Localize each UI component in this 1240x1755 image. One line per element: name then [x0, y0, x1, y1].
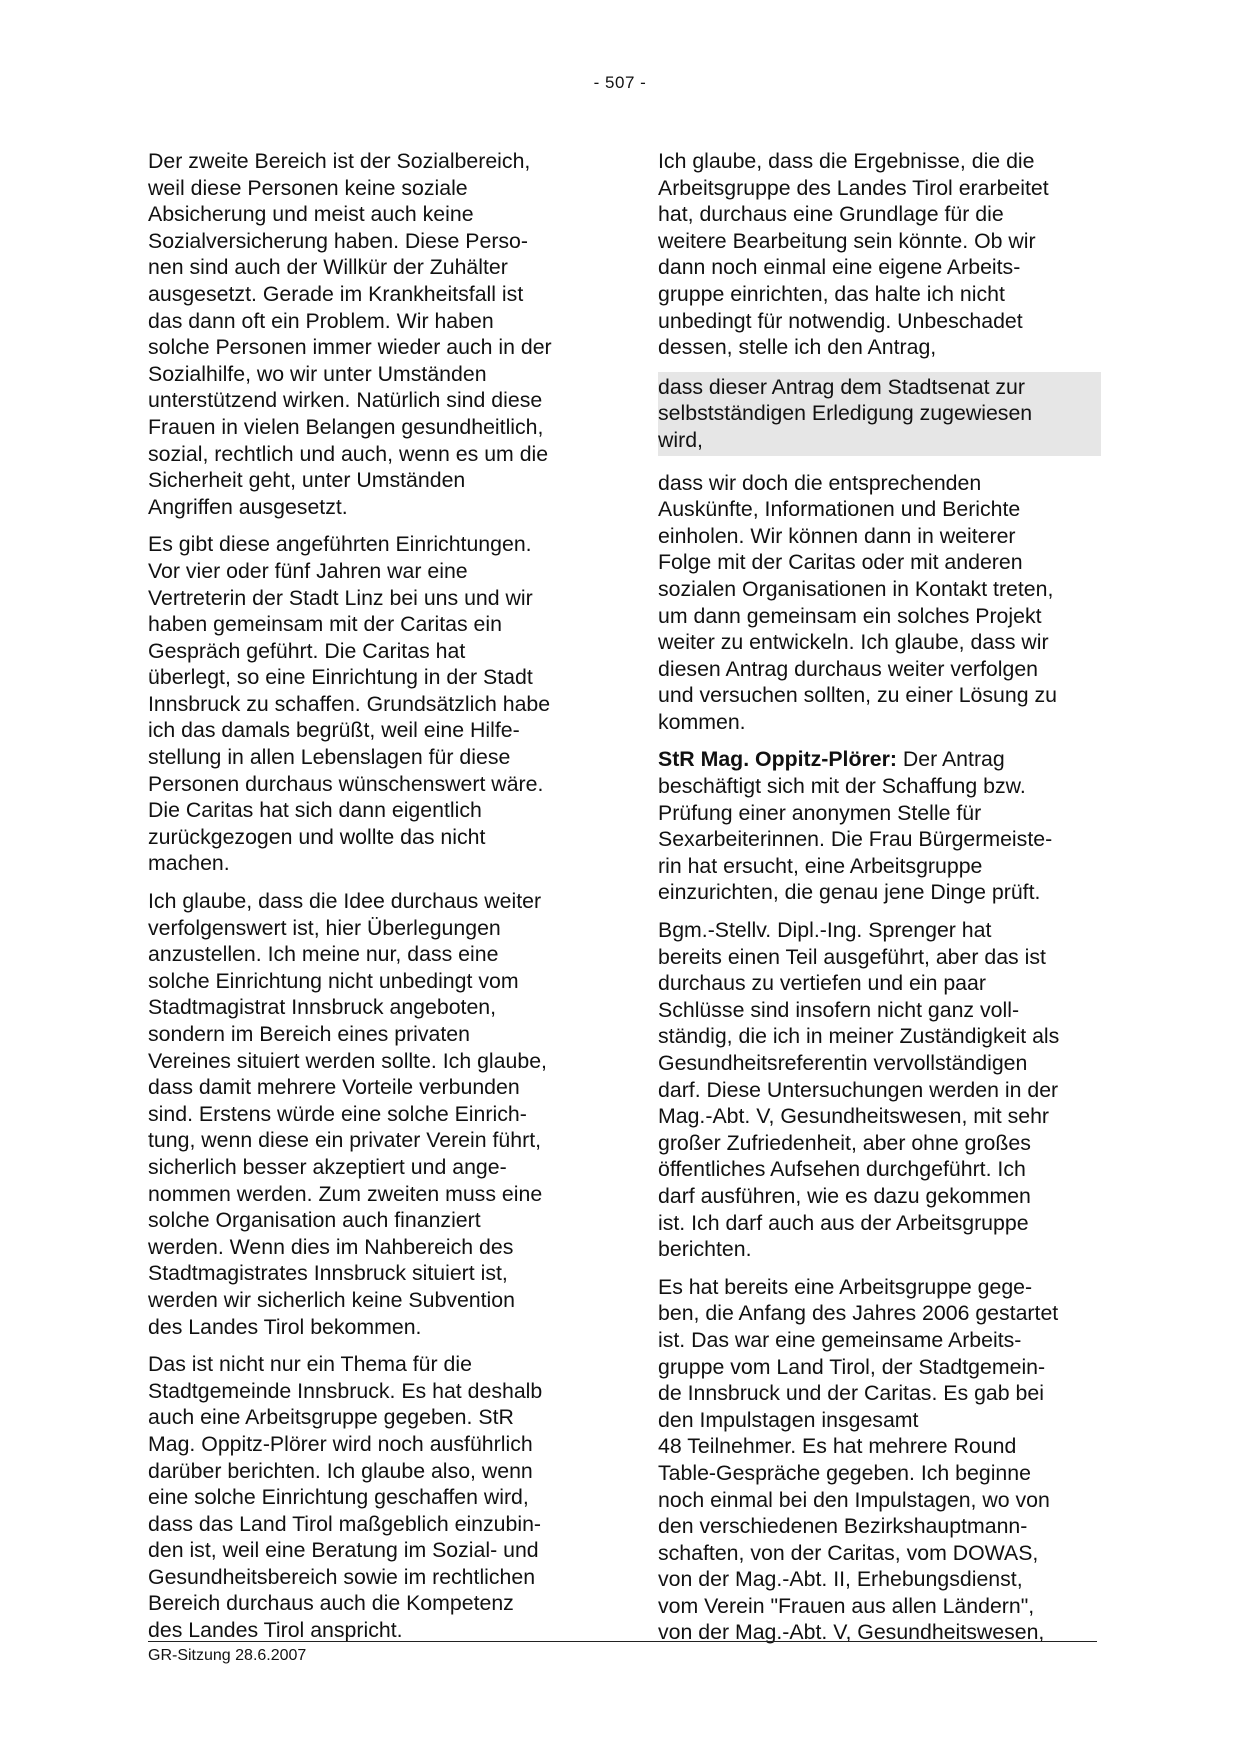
text-line: haben gemeinsam mit der Caritas ein	[148, 612, 502, 637]
text-line: sozialen Organisationen in Kontakt treten,	[658, 576, 1054, 601]
text-line: Table-Gespräche gegeben. Ich beginne	[658, 1460, 1031, 1485]
speaker-name: StR Mag. Oppitz-Plörer:	[658, 747, 897, 772]
text-line: des Landes Tirol anspricht.	[148, 1618, 403, 1643]
text-line: Mag.-Abt. V, Gesundheitswesen, mit sehr	[658, 1104, 1050, 1129]
text-line: einholen. Wir können dann in weiterer	[658, 523, 1016, 548]
right-column	[658, 148, 1101, 1657]
text-line: unterstützend wirken. Natürlich sind diese	[148, 388, 543, 413]
speaker-line-rest: Der Antrag	[897, 747, 1005, 772]
text-line: darüber berichten. Ich glaube also, wenn	[148, 1458, 533, 1483]
paragraph	[658, 917, 1101, 1263]
paragraph	[658, 1274, 1101, 1646]
text-line: durchaus zu vertiefen und ein paar	[658, 971, 986, 996]
text-line: darf. Diese Untersuchungen werden in der	[658, 1077, 1059, 1102]
text-line: weiter zu entwickeln. Ich glaube, dass wir	[658, 630, 1049, 655]
text-line: ben, die Anfang des Jahres 2006 gestartet	[658, 1301, 1059, 1326]
text-line: berichten.	[658, 1237, 752, 1262]
text-line: des Landes Tirol bekommen.	[148, 1314, 422, 1339]
text-line: das dann oft ein Problem. Wir haben	[148, 308, 494, 333]
paragraph	[148, 888, 591, 1340]
text-line: von der Mag.-Abt. II, Erhebungsdienst,	[658, 1567, 1023, 1592]
text-line: Bereich durchaus auch die Kompetenz	[148, 1591, 514, 1616]
text-line: sozial, rechtlich und auch, wenn es um die	[148, 441, 549, 466]
text-line: solche Einrichtung nicht unbedingt vom	[148, 968, 519, 993]
text-line: Schlüsse sind insofern nicht ganz voll-	[658, 997, 1020, 1022]
text-line: solche Organisation auch finanziert	[148, 1208, 481, 1233]
text-line: öffentliches Aufsehen durchgeführt. Ich	[658, 1157, 1026, 1182]
text-line: sicherlich besser akzeptiert und ange-	[148, 1154, 507, 1179]
text-line: Es gibt diese angeführten Einrichtungen.	[148, 532, 532, 557]
text-line: kommen.	[658, 709, 746, 734]
paragraph	[658, 148, 1101, 361]
text-line: einzurichten, die genau jene Dinge prüft.	[658, 880, 1041, 905]
text-line: Vertreterin der Stadt Linz bei uns und wir	[148, 585, 533, 610]
text-line: Das ist nicht nur ein Thema für die	[148, 1352, 472, 1377]
text-line: nommen werden. Zum zweiten muss eine	[148, 1181, 543, 1206]
text-line: bereits einen Teil ausgeführt, aber das ist	[658, 944, 1046, 969]
text-line: ausgesetzt. Gerade im Krankheitsfall ist	[148, 281, 524, 306]
speaker-line	[658, 746, 1101, 773]
text-line: sondern im Bereich eines privaten	[148, 1022, 470, 1046]
text-line: Mag. Oppitz-Plörer wird noch ausführlich	[148, 1431, 533, 1456]
paragraph	[148, 531, 591, 877]
text-line: Sicherheit geht, unter Umständen	[148, 468, 466, 493]
text-line: den verschiedenen Bezirkshauptmann-	[658, 1514, 1028, 1539]
text-line: sind. Erstens würde eine solche Einrich-	[148, 1101, 527, 1126]
text-line: Gesundheitsbereich sowie im rechtlichen	[148, 1564, 536, 1589]
footer-divider	[148, 1641, 1097, 1642]
text-line: Angriffen ausgesetzt.	[148, 494, 348, 519]
text-line: anzustellen. Ich meine nur, dass eine	[148, 942, 499, 967]
text-line: Frauen in vielen Belangen gesundheitlich,	[148, 414, 544, 439]
text-line: rin hat ersucht, eine Arbeitsgruppe	[658, 853, 983, 878]
text-line: Ich glaube, dass die Ergebnisse, die die	[658, 149, 1035, 173]
text-line: Absicherung und meist auch keine	[148, 202, 474, 227]
text-line: um dann gemeinsam ein solches Projekt	[658, 603, 1042, 628]
text-line: und versuchen sollten, zu einer Lösung zu	[658, 683, 1057, 708]
text-line: tung, wenn diese ein privater Verein führt,	[148, 1128, 542, 1153]
text-line: Gesundheitsreferentin vervollständigen	[658, 1051, 1028, 1075]
text-line: großer Zufriedenheit, aber ohne großes	[658, 1130, 1031, 1155]
text-line: dessen, stelle ich den Antrag,	[658, 335, 937, 360]
text-line: nen sind auch der Willkür der Zuhälter	[148, 255, 508, 280]
text-line: auch eine Arbeitsgruppe gegeben. StR	[148, 1405, 514, 1430]
text-line: Prüfung einer anonymen Stelle für	[658, 800, 982, 825]
speaker-paragraph	[658, 746, 1101, 906]
text-line: Bgm.-Stellv. Dipl.-Ing. Sprenger hat	[658, 918, 992, 943]
text-line: Es hat bereits eine Arbeitsgruppe gege-	[658, 1274, 1033, 1299]
text-line: darf ausführen, wie es dazu gekommen	[658, 1183, 1031, 1208]
page-number: - 507 -	[593, 73, 647, 92]
text-line: Stadtgemeinde Innsbruck. Es hat deshalb	[148, 1378, 543, 1403]
text-line: eine solche Einrichtung geschaffen wird,	[148, 1485, 529, 1510]
text-line: Der zweite Bereich ist der Sozialbereich,	[148, 149, 531, 173]
text-line: selbstständigen Erledigung zugewiesen	[658, 401, 1033, 426]
text-line: Auskünfte, Informationen und Berichte	[658, 497, 1021, 522]
text-line: ist. Ich darf auch aus der Arbeitsgruppe	[658, 1210, 1029, 1235]
text-line: gruppe vom Land Tirol, der Stadtgemein-	[658, 1354, 1046, 1379]
text-line: Stadtmagistrat Innsbruck angeboten,	[148, 995, 497, 1020]
text-line: beschäftigt sich mit der Schaffung bzw.	[658, 774, 1026, 799]
text-line: noch einmal bei den Impulstagen, wo von	[658, 1487, 1050, 1512]
text-line: weil diese Personen keine soziale	[148, 175, 468, 200]
text-line: hat, durchaus eine Grundlage für die	[658, 202, 1004, 227]
text-line: dass dieser Antrag dem Stadtsenat zur	[658, 374, 1025, 399]
text-line: vom Verein "Frauen aus allen Ländern",	[658, 1593, 1035, 1618]
text-line: werden wir sicherlich keine Subvention	[148, 1287, 515, 1312]
text-line: dann noch einmal eine eigene Arbeits-	[658, 255, 1021, 280]
text-line: den Impulstagen insgesamt	[658, 1407, 919, 1432]
text-line: wird,	[658, 427, 703, 452]
text-line: Stadtmagistrates Innsbruck situiert ist,	[148, 1261, 508, 1286]
text-line: schaften, von der Caritas, vom DOWAS,	[658, 1540, 1039, 1565]
text-line: Gespräch geführt. Die Caritas hat	[148, 638, 466, 663]
text-line: ist. Das war eine gemeinsame Arbeits-	[658, 1327, 1022, 1352]
text-line: Die Caritas hat sich dann eigentlich	[148, 798, 482, 823]
text-line: Vor vier oder fünf Jahren war eine	[148, 558, 468, 583]
paragraph	[658, 470, 1101, 736]
text-line: Folge mit der Caritas oder mit anderen	[658, 550, 1023, 575]
text-line: von der Mag.-Abt. V, Gesundheitswesen,	[658, 1620, 1045, 1645]
text-line: Sozialhilfe, wo wir unter Umständen	[148, 361, 487, 386]
text-line: werden. Wenn dies im Nahbereich des	[148, 1234, 514, 1259]
text-line: Ich glaube, dass die Idee durchaus weiter	[148, 889, 542, 914]
text-line: ich das damals begrüßt, weil eine Hilfe-	[148, 718, 520, 743]
speaker-paragraph-body	[658, 773, 1101, 906]
text-line: Arbeitsgruppe des Landes Tirol erarbeitet	[658, 175, 1049, 200]
text-line: dass wir doch die entsprechenden	[658, 470, 982, 495]
paragraph	[148, 1351, 591, 1644]
text-line: ständig, die ich in meiner Zuständigkeit als	[658, 1024, 1060, 1049]
text-line: dass damit mehrere Vorteile verbunden	[148, 1075, 520, 1100]
text-line: zurückgezogen und wollte das nicht	[148, 824, 486, 849]
text-line: Vereines situiert werden sollte. Ich glaube,	[148, 1048, 547, 1073]
text-line: Sozialversicherung haben. Diese Perso-	[148, 228, 528, 253]
text-line: solche Personen immer wieder auch in der	[148, 335, 552, 360]
text-line: unbedingt für notwendig. Unbeschadet	[658, 308, 1023, 333]
text-line: Innsbruck zu schaffen. Grundsätzlich habe	[148, 691, 551, 716]
text-line: dass das Land Tirol maßgeblich einzubin-	[148, 1511, 542, 1536]
text-line: verfolgenswert ist, hier Überlegungen	[148, 915, 501, 940]
text-line: Sexarbeiterinnen. Die Frau Bürgermeiste-	[658, 827, 1053, 852]
text-line: de Innsbruck und der Caritas. Es gab bei	[658, 1381, 1044, 1406]
text-line: weitere Bearbeitung sein könnte. Ob wir	[658, 228, 1036, 253]
text-line: Personen durchaus wünschenswert wäre.	[148, 771, 544, 796]
footer-text: GR-Sitzung 28.6.2007	[148, 1647, 307, 1664]
text-line: den ist, weil eine Beratung im Sozial- und	[148, 1538, 539, 1563]
text-line: machen.	[148, 851, 230, 876]
text-line: stellung in allen Lebenslagen für diese	[148, 745, 511, 770]
paragraph	[148, 148, 591, 520]
motion-highlight	[658, 372, 1101, 456]
left-column	[148, 148, 591, 1655]
text-line: diesen Antrag durchaus weiter verfolgen	[658, 656, 1039, 681]
text-line: überlegt, so eine Einrichtung in der Stadt	[148, 665, 533, 690]
text-line: gruppe einrichten, das halte ich nicht	[658, 281, 1005, 306]
text-line: 48 Teilnehmer. Es hat mehrere Round	[658, 1434, 1017, 1459]
